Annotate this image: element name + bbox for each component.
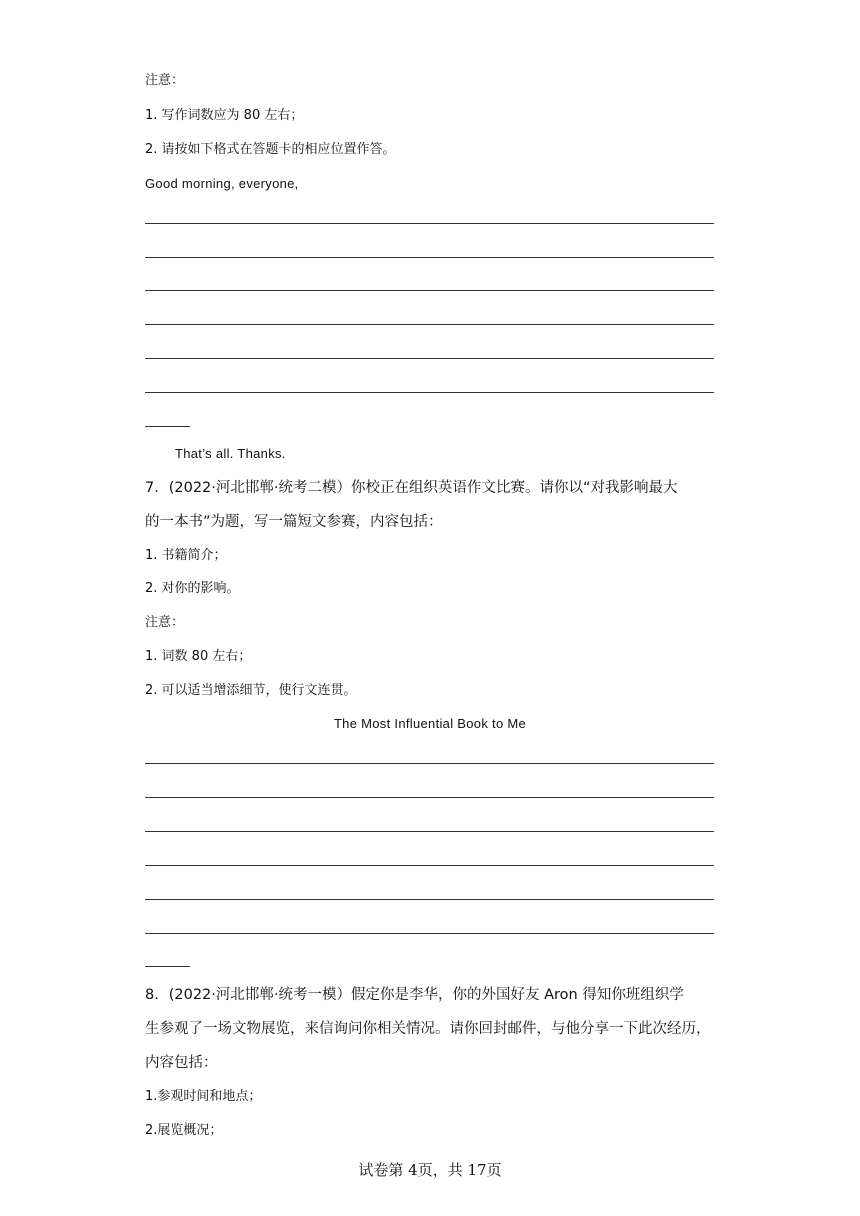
letter-closing: That’s all. Thanks.	[175, 446, 286, 461]
answer-line	[145, 797, 714, 798]
content-point: 2.展览概况；	[145, 1123, 223, 1138]
note-item: 2. 请按如下格式在答题卡的相应位置作答。	[145, 142, 396, 157]
answer-line	[145, 831, 714, 832]
note-item: 2. 可以适当增添细节，使行文连贯。	[145, 683, 357, 698]
question-8-prompt: 8．(2022·河北邯郸·统考一模）假定你是李华，你的外国好友 Aron 得知你班组织学	[145, 987, 684, 1003]
answer-line	[145, 899, 714, 900]
answer-line	[145, 392, 714, 393]
question-7-prompt: 7．(2022·河北邯郸·统考二模）你校正在组织英语作文比赛。请你以“对我影响最大	[145, 480, 678, 496]
notes-heading: 注意：	[145, 615, 185, 630]
notes-heading: 注意：	[145, 73, 185, 88]
answer-line	[145, 865, 714, 866]
note-item: 1. 词数 80 左右；	[145, 649, 252, 664]
answer-line	[145, 324, 714, 325]
essay-title: The Most Influential Book to Me	[333, 716, 527, 731]
question-7-prompt: 的一本书”为题，写一篇短文参赛，内容包括：	[145, 514, 443, 530]
answer-line-short	[145, 426, 190, 427]
answer-line	[145, 257, 714, 258]
content-point: 1. 书籍简介；	[145, 548, 227, 563]
question-8-prompt: 生参观了一场文物展览，来信询问你相关情况。请你回封邮件，与他分享一下此次经历，	[145, 1021, 711, 1037]
page-footer: 试卷第 4页，共 17页	[358, 1161, 502, 1179]
note-item: 1. 写作词数应为 80 左右；	[145, 108, 304, 123]
answer-line	[145, 358, 714, 359]
answer-line	[145, 223, 714, 224]
content-point: 1.参观时间和地点；	[145, 1089, 262, 1104]
answer-line-short	[145, 966, 190, 967]
question-8-prompt: 内容包括：	[145, 1055, 218, 1071]
answer-line	[145, 763, 714, 764]
letter-greeting: Good morning, everyone,	[145, 176, 299, 191]
answer-line	[145, 933, 714, 934]
content-point: 2. 对你的影响。	[145, 581, 240, 596]
answer-line	[145, 290, 714, 291]
